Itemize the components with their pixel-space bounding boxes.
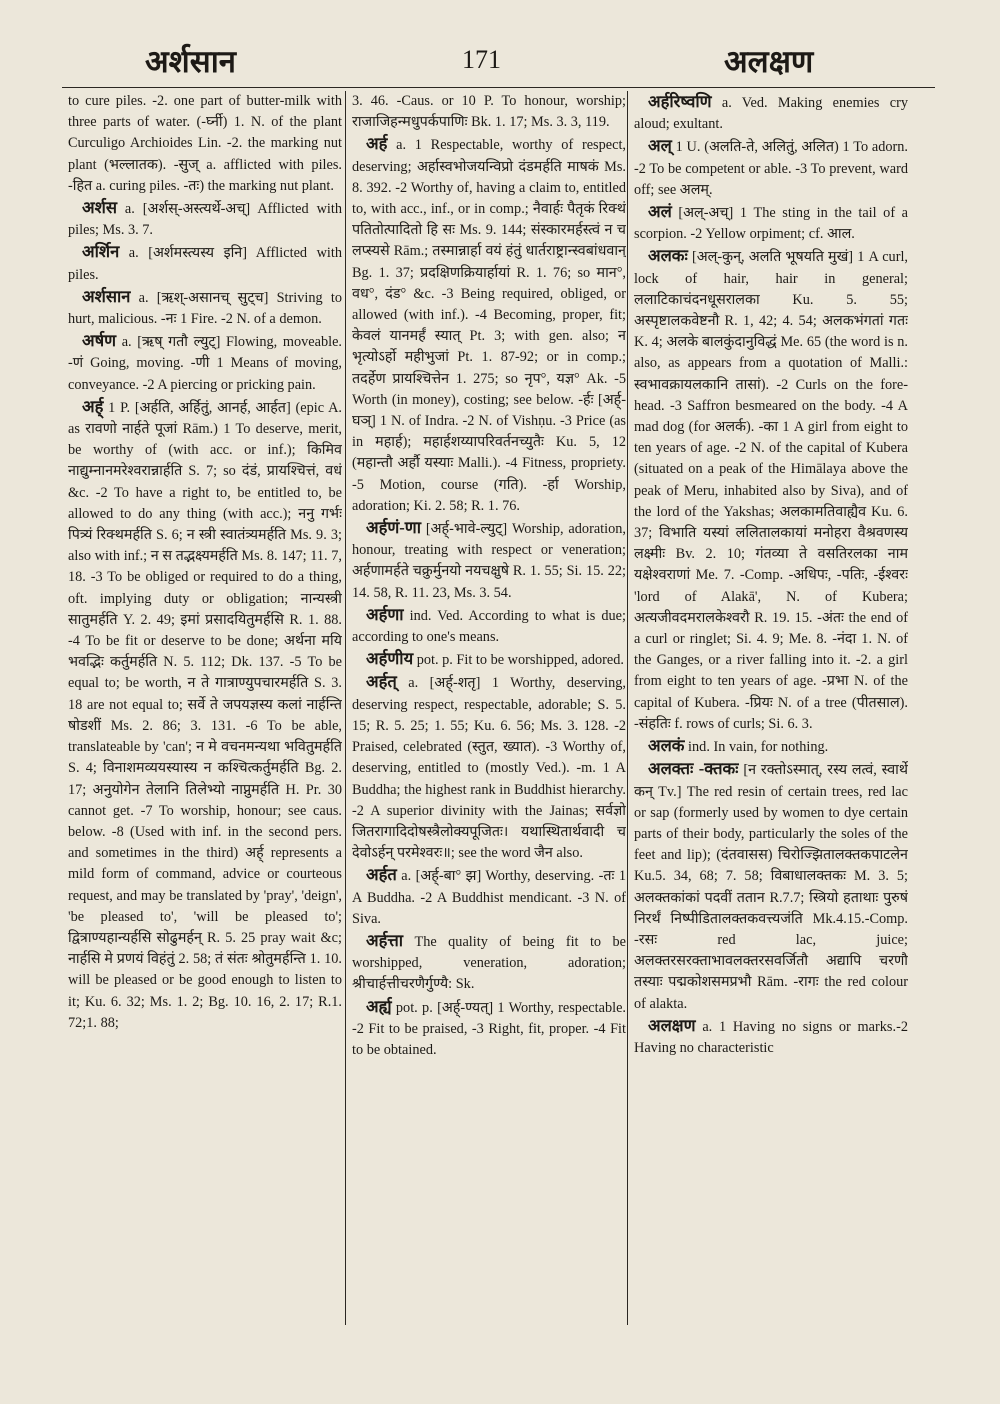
dictionary-entry: [352, 930, 626, 996]
dictionary-entry: [68, 91, 342, 197]
column-2: [352, 91, 626, 1331]
column-1: [68, 91, 342, 1331]
entry-headword: अर्हत्ता: [366, 930, 404, 950]
left-guide-word: अर्शसान: [145, 44, 236, 80]
entry-definition: pot. p. [अर्ह्-ण्यत्] 1 Worthy, respectable. -2 Fit to be praised, -3 Right, fit, proper. -4 Fit to be obtained.: [352, 999, 626, 1058]
entry-headword: अर्हत: [366, 865, 397, 885]
page-header: [0, 0, 1000, 90]
entry-definition: a. [ऋश्-असानच् सुट्च] Striving to hurt, malicious. -नः 1 Fire. -2 N. of a demon.: [68, 289, 342, 328]
entry-definition: 1 U. (अलति-ते, अलितुं, अलित) 1 To adorn. -2 To be competent or able. -3 To prevent, ward off; see अलम्.: [634, 139, 908, 198]
entry-headword: अर्ह्: [82, 396, 104, 416]
entry-definition: a. [अर्ह्-बा° झ] Worthy, deserving. -तः 1 A Buddha. -2 A Buddhist mendicant. -3 N. of Siva.: [352, 868, 626, 927]
dictionary-entry: [352, 648, 626, 671]
dictionary-entry: [634, 135, 908, 201]
entry-definition: [अर्ह्-भावे-ल्युट्] Worship, adoration, honour, treating with respect or veneration; अर्हणामर्हते चक्रुर्मुनयो नयचक्षुषे R. 1. 55; Si. 15. 22; 14. 58, R. 11. 23, Ms. 3. 54.: [352, 521, 626, 601]
entry-definition: ind. Ved. According to what is due; according to one's means.: [352, 607, 626, 646]
dictionary-entry: [634, 735, 908, 758]
entry-headword: अलकः: [648, 246, 688, 266]
entry-headword: अर्शिन: [82, 242, 120, 262]
dictionary-entry: [352, 604, 626, 648]
entry-definition: The quality of being fit to be worshipped, veneration, adoration; श्रीचार्हत्तीचरणैर्गुण्यै: Sk.: [352, 933, 626, 993]
dictionary-entry: [634, 1015, 908, 1059]
dictionary-entry: [352, 671, 626, 864]
entry-definition: a. [अर्ह्-शतृ] 1 Worthy, deserving, deserving respect, respectable, adorable; S. 5. 15; R. 5. 25; 1. 55; Ku. 6. 56; Ms. 3. 128. -2 Praised, celebrated (स्तुत, ख्यात). -3 Worthy of, deserving, entitled to (mostly Ved.). -m. 1 A Buddha; the highest rank in Buddhist hierarchy. -2 A superior divinity with the Jainas; सर्वज्ञो जितरागादिदोषस्त्रैलोक्यपूजितः। यथास्थितार्थवादी च देवोऽर्हन् परमेश्वरः॥; see the word जैन also.: [352, 675, 626, 862]
dictionary-entry: [68, 197, 342, 241]
entry-headword: अर्हणीय: [366, 649, 414, 669]
entry-headword: अल्: [648, 136, 672, 156]
entry-definition: [अल्-अच्] 1 The sting in the tail of a scorpion. -2 Yellow orpiment; cf. आल.: [634, 205, 908, 243]
entry-definition: to cure piles. -2. one part of butter-milk with three parts of water. (-र्घ्नी) 1. N. of the plant Curculigo Archioides Lin. -2. the marking nut plant (भल्लातक). -सुज् a. afflicted with piles. -हित a. curing piles. -तः) the marking nut plant.: [68, 93, 342, 194]
entry-definition: a. [अर्शस्-अस्त्यर्थे-अच्] Afflicted with piles; Ms. 3. 7.: [68, 201, 342, 239]
entry-definition: ind. In vain, for nothing.: [688, 739, 829, 756]
dictionary-entry: [634, 245, 908, 735]
entry-headword: अर्हणं-णा: [366, 518, 421, 538]
entry-definition: 3. 46. -Caus. or 10 P. To honour, worship; राजाजिहन्मधुपर्कपाणिः Bk. 1. 17; Ms. 3. 3, 119.: [352, 93, 626, 131]
entry-headword: अर्षण: [82, 331, 117, 351]
dictionary-entry: [68, 330, 342, 396]
dictionary-entry: [352, 864, 626, 930]
entry-definition: [न रक्तोऽस्मात्, रस्य लत्वं, स्वार्थे कन् Tv.] The red resin of certain trees, red lac or sap (formerly used by women to dye certain parts of their body, particularly the soles of the feet and lip); (दंतवासस) चिरोज्झितालक्तकपाटलेन Ku.5. 34, 68; 7. 58; विबाधालक्तकः M. 3. 5; अलक्तकांकां पदवीं ततान R.7.7; स्त्रियो हताथाः पुरुषं निरर्थं निष्पीडितालक्तकवत्त्यजंति Mk.4.15.-Comp. -रसः red lac, juice; अलक्तरसरक्ताभावलक्तरसवर्जितौ अद्यापि चरणौ तस्याः पद्मकोशसमप्रभौ Rām. -रागः the red colour of alakta.: [634, 762, 908, 1012]
column-3: [634, 91, 908, 1331]
dictionary-entry: [634, 758, 908, 1014]
entry-headword: अलक्तः -क्तकः: [648, 759, 739, 779]
entry-headword: अर्शसान: [82, 286, 131, 306]
entry-definition: a. [ऋष् गतौ ल्युट्] Flowing, moveable. -णं Going, moving. -णी 1 Means of moving, conveyance. -2 A piercing or pricking pain.: [68, 334, 342, 393]
entry-headword: अलकं: [648, 736, 685, 756]
entry-definition: 1 P. [अर्हति, अर्हितुं, आनर्ह, आर्हत] (epic A. as रावणो नार्हते पूजां Rām.) 1 To deserve, merit, be worthy of (with acc. or inf.); किमिव नाद्युम्नानमरेश्वरान्नार्हति S. 7; so दंडं, प्रायश्चित्तं, वधं &c. -2 To have a right to, be entitled to, be allowed to do any thing (with acc.); ननु गर्भः पित्र्यं रिक्थमर्हति S. 6; न स्त्री स्वातंत्र्यमर्हति Ms. 9. 3; also with inf.; न स तद्भक्ष्यमर्हति Ms. 8. 147; 11. 7, 18. -3 To be obliged or required to do a thing, oft. implying duty or obligation; नान्यस्त्री सातुमर्हति Y. 2. 49; इमां प्रसादयितुमर्हसि R. 1. 88. -4 To be fit or deserve to be done; अर्थना मयि भवद्भिः कर्तुमर्हति N. 5. 112; Dk. 137. -5 To be equal to; be worth, न ते गात्राण्युपचारमर्हति S. 3. 18 are not equal to; सर्वे ते जपयज्ञस्य कलां नार्हन्ति षोडशीं Ms. 2. 86; 3. 131. -6 To be able, translateable by 'can'; न मे वचनमन्यथा भवितुमर्हति S. 4; विनाशमव्ययस्यास्य न कश्चित्कर्तुमर्हति Bg. 2. 17; अनुयोगेन तेलानि तिलेभ्यो नाप्नुमर्हति H. Pr. 30 cannot get. -7 To worship, honour; see caus. below. -8 (Used with inf. in the second pers. and sometimes in the third) अर्ह् represents a mild form of command, advice or courteous request, and may be translated by 'pray', 'deign', 'be pleased to', 'will be pleased to'; द्वित्राण्यहान्यर्हसि सोढुमर्हन् R. 5. 25 pray wait &c; नार्हसि मे प्रणयं विहंतुं 2. 58; तं संतः श्रोतुमर्हन्ति 1. 10. will be pleased or be good enough to listen to it; Ku. 6. 32; Ms. 1. 2; Bg. 10. 16, 2. 17; R.1. 72;1. 88;: [68, 399, 342, 1031]
entry-definition: [अल्-कुन्, अलति भूषयति मुखं] 1 A curl, lock of hair, hair in general; ललाटिकाचंदनधूसरालका Ku. 5. 55; अस्पृष्टालकवेष्टनौ R. 1, 42; 4. 54; अलकभंगतां गतः K. 4; अलके बालकुंदानुविद्धं Me. 65 (the word is n. also, as appears from a quotation of Malli.: स्वभावक्रायलकानि तासां). -2 Curls on the fore-head. -3 Saffron besmeared on the body. -4 A mad dog (for अलर्क). -का 1 A girl from eight to ten years of age. -2 N. of the capital of Kubera (situated on a peak of the Himālaya above the peak of Meru, inhabited also by Siva), and of the lord of the Yakshas; अलकामतिवाह्यैव Ku. 6. 37; विभाति यस्यां ललितालकायां मनोहरा वैश्रवणस्य लक्ष्मीः Bv. 2. 10; गंतव्या ते वसतिरलका नाम यक्षेश्वराणां Me. 7. -Comp. -अधिपः, -पतिः, -ईश्वरः 'lord of Alakā', N. of Kubera; अत्यजीवदमरालकेश्वरौ R. 19. 15. -अंतः the end of a curl or ringlet; Si. 4. 9; Me. 8. -नंदा 1. N. of the Ganges, or a river falling into it. -2. a girl from eight to ten years of age. -प्रभा N. of the capital of Kubera. -प्रियः N. of a tree (पीतसाल). -संहतिः f. rows of curls; Si. 6. 3.: [634, 249, 908, 732]
page-number: 171: [462, 45, 501, 74]
entry-headword: अर्शस: [82, 198, 117, 218]
entry-headword: अर्हरिष्वणि: [648, 92, 712, 111]
dictionary-entry: [68, 396, 342, 1034]
entry-definition: a. 1 Respectable, worthy of respect, deserving; अर्हास्वभोजयन्विप्रो दंडमर्हति माषकं Ms. 8. 392. -2 Worthy of, having a claim to, entitled to, with acc., inf., or in comp.; नैवार्हः पैतृकं रिक्थं पतितोत्पादितो हि सः Ms. 9. 144; संस्कारमर्हस्त्वं न च लप्स्यसे Rām.; तस्मान्नार्हा वयं हंतुं धार्तराष्ट्रान्स्वबांधवान् Bg. 1. 37; प्रदक्षिणक्रियार्हायां R. 1. 76; so मान°, वध°, दंड° &c. -3 Being required, obliged, or allowed (with inf.). -4 Becoming, proper, fit; केवलं यानमर्हं स्यात् Pt. 3; with gen. also; न भृत्योऽर्हो महीभुजां Pt. 1. 87-92; or in comp.; तदर्हेण प्रायश्चित्तेन 1. 275; so नृप°, यज्ञ° Ak. -5 Worth (in money), costing; see below. -र्हः [अर्ह्-घञ्] 1 N. of Indra. -2 N. of Vishṇu. -3 Price (as in महार्ह); महार्हशय्यापरिवर्तनच्युतैः Ku. 5, 12 (महान्तौ अर्हौ यस्याः Malli.). -4 Fitness, propriety. -5 Motion, course (गति). -र्हा Worship, adoration; Ki. 2. 58; R. 1. 76.: [352, 137, 626, 514]
entry-headword: अर्ह: [366, 134, 388, 154]
entry-headword: अर्हणा: [366, 604, 404, 624]
right-guide-word: अलक्षण: [724, 44, 814, 80]
column-divider-1: [345, 91, 346, 1325]
dictionary-entry: [352, 133, 626, 517]
dictionary-entry: [634, 91, 908, 135]
entry-headword: अलक्षण: [648, 1015, 696, 1035]
dictionary-entry: [352, 91, 626, 133]
entry-definition: a. [अर्शमस्त्यस्य इनि] Afflicted with piles.: [68, 245, 342, 283]
dictionary-entry: [634, 201, 908, 245]
column-divider-2: [627, 91, 628, 1325]
entry-definition: a. 1 Having no signs or marks.-2 Having no characteristic: [634, 1018, 908, 1056]
dictionary-entry: [68, 286, 342, 330]
header-rule: [62, 87, 935, 88]
entry-headword: अलं: [648, 202, 672, 222]
dictionary-entry: [352, 517, 626, 604]
entry-definition: a. Ved. Making enemies cry aloud; exultant.: [634, 95, 908, 133]
dictionary-entry: [68, 241, 342, 285]
entry-headword: अर्ह्य: [366, 996, 392, 1016]
dictionary-entry: [352, 996, 626, 1062]
entry-definition: pot. p. Fit to be worshipped, adored.: [416, 652, 624, 669]
entry-headword: अर्हत्: [366, 672, 397, 692]
